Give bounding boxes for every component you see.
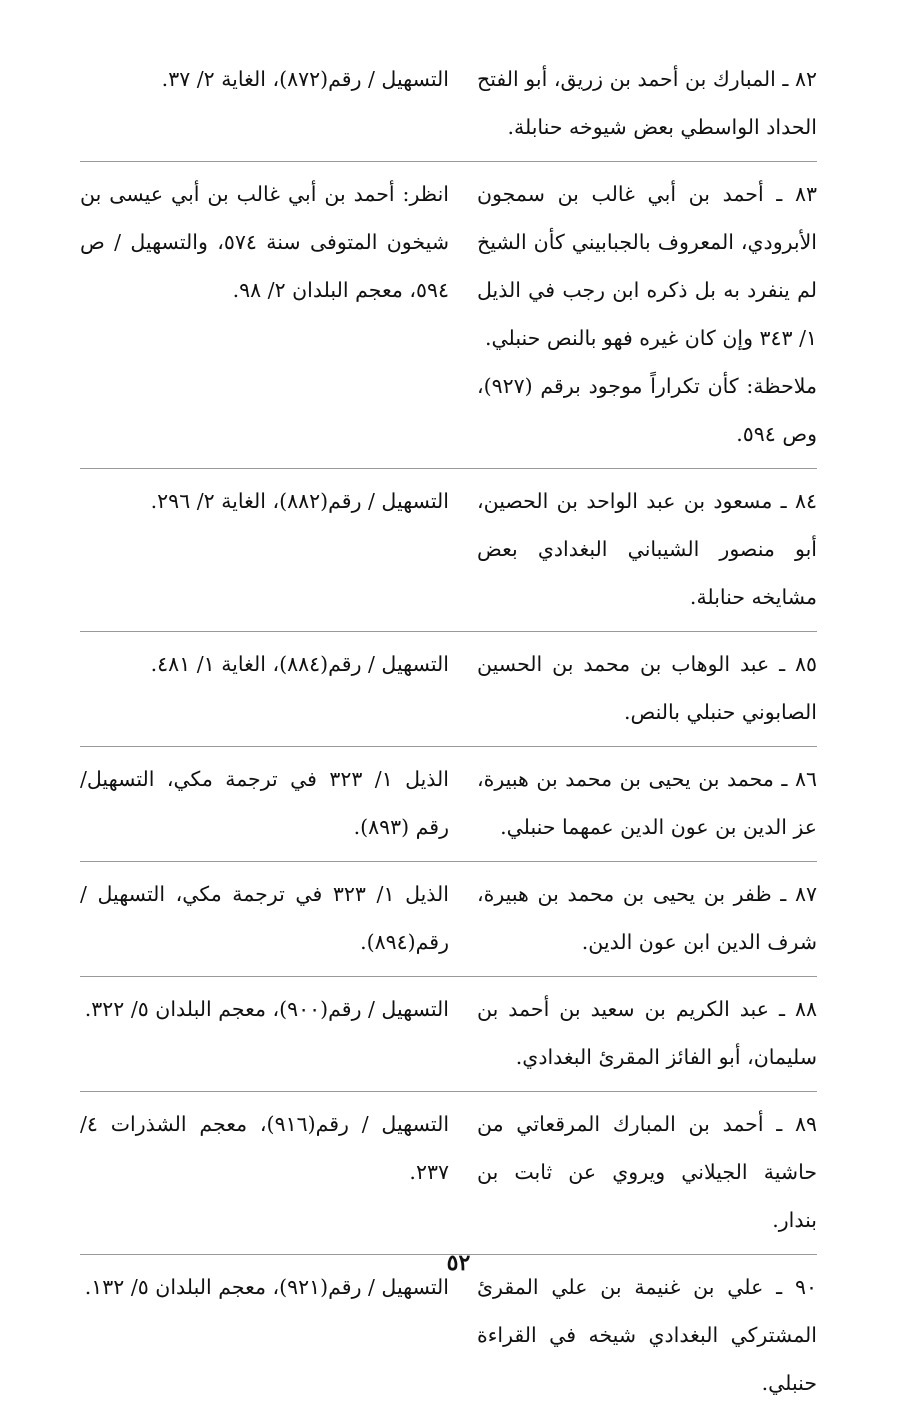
entry-source-text: الذيل ١/ ٣٢٣ في ترجمة مكي، التسهيل/ رقم (٨٩٣). <box>80 767 449 839</box>
entry-text <box>477 640 817 736</box>
entry-main: ٨٦ ـ محمد بن يحيى بن محمد بن هبيرة، عز الدين بن عون الدين عمهما حنبلي. <box>477 767 817 839</box>
entry-main: ٨٧ ـ ظفر بن يحيى بن محمد بن هبيرة، شرف الدين ابن عون الدين. <box>477 882 817 954</box>
entry-82 <box>80 55 817 151</box>
entry-86 <box>80 746 817 851</box>
entry-main: ٨٤ ـ مسعود بن عبد الواحد بن الحصين، أبو منصور الشيباني البغدادي بعض مشايخه حنابلة. <box>477 489 817 609</box>
entry-88 <box>80 976 817 1081</box>
entry-main: ٩٠ ـ علي بن غنيمة بن علي المقرئ المشتركي البغدادي شيخه في القراءة حنبلي. <box>477 1275 817 1395</box>
entry-main: ٨٨ ـ عبد الكريم بن سعيد بن أحمد بن سليمان، أبو الفائز المقرئ البغدادي. <box>477 997 817 1069</box>
entry-text <box>477 1100 817 1244</box>
entry-source <box>80 755 477 851</box>
entry-source-text: الذيل ١/ ٣٢٣ في ترجمة مكي، التسهيل / رقم(٨٩٤). <box>80 882 449 954</box>
entry-85 <box>80 631 817 736</box>
entry-text <box>477 170 817 458</box>
entry-source <box>80 870 477 966</box>
entry-source-text: التسهيل / رقم(٩٢١)، معجم البلدان ٥/ ١٣٢. <box>84 1275 449 1299</box>
entry-87 <box>80 861 817 966</box>
entries-list <box>80 55 817 1407</box>
entry-source <box>80 55 477 103</box>
entry-source-text: التسهيل / رقم(٨٨٤)، الغاية ١/ ٤٨١. <box>150 652 449 676</box>
entry-main: ٨٢ ـ المبارك بن أحمد بن زريق، أبو الفتح الحداد الواسطي بعض شيوخه حنابلة. <box>477 67 817 139</box>
entry-source <box>80 170 477 314</box>
entry-source-text: انظر: أحمد بن أبي غالب بن أبي عيسى بن شيخون المتوفى سنة ٥٧٤، والتسهيل / ص ٥٩٤، معجم البلدان ٢/ ٩٨. <box>80 182 449 302</box>
entry-text <box>477 477 817 621</box>
entry-source-text: التسهيل / رقم(٨٧٢)، الغاية ٢/ ٣٧. <box>161 67 449 91</box>
entry-source-text: التسهيل / رقم(٩١٦)، معجم الشذرات ٤/ ٢٣٧. <box>80 1112 450 1184</box>
entry-90 <box>80 1254 817 1407</box>
entry-text <box>477 55 817 151</box>
entry-89 <box>80 1091 817 1244</box>
entry-text <box>477 1263 817 1407</box>
entry-source-text: التسهيل / رقم(٨٨٢)، الغاية ٢/ ٢٩٦. <box>150 489 449 513</box>
entry-text <box>477 985 817 1081</box>
entry-source <box>80 477 477 525</box>
page-number: ٥٢ <box>446 1250 471 1276</box>
entry-source <box>80 640 477 688</box>
entry-84 <box>80 468 817 621</box>
entry-main: ٨٣ ـ أحمد بن أبي غالب بن سمجون الأبرودي، المعروف بالجبابيني كأن الشيخ لم ينفرد به بل ذكره ابن رجب في الذيل ١/ ٣٤٣ وإن كان غيره فهو بالنص حنبلي. <box>477 182 817 350</box>
entry-main: ٨٥ ـ عبد الوهاب بن محمد بن الحسين الصابوني حنبلي بالنص. <box>477 652 817 724</box>
entry-text <box>477 755 817 851</box>
entry-note: ملاحظة: كأن تكراراً موجود برقم (٩٢٧)، وص ٥٩٤. <box>477 374 817 446</box>
entry-source <box>80 1100 477 1196</box>
entry-83 <box>80 161 817 458</box>
entry-main: ٨٩ ـ أحمد بن المبارك المرقعاتي من حاشية الجيلاني ويروي عن ثابت بن بندار. <box>477 1112 817 1232</box>
entry-text <box>477 870 817 966</box>
entry-source <box>80 985 477 1033</box>
entry-source-text: التسهيل / رقم(٩٠٠)، معجم البلدان ٥/ ٣٢٢. <box>84 997 449 1021</box>
